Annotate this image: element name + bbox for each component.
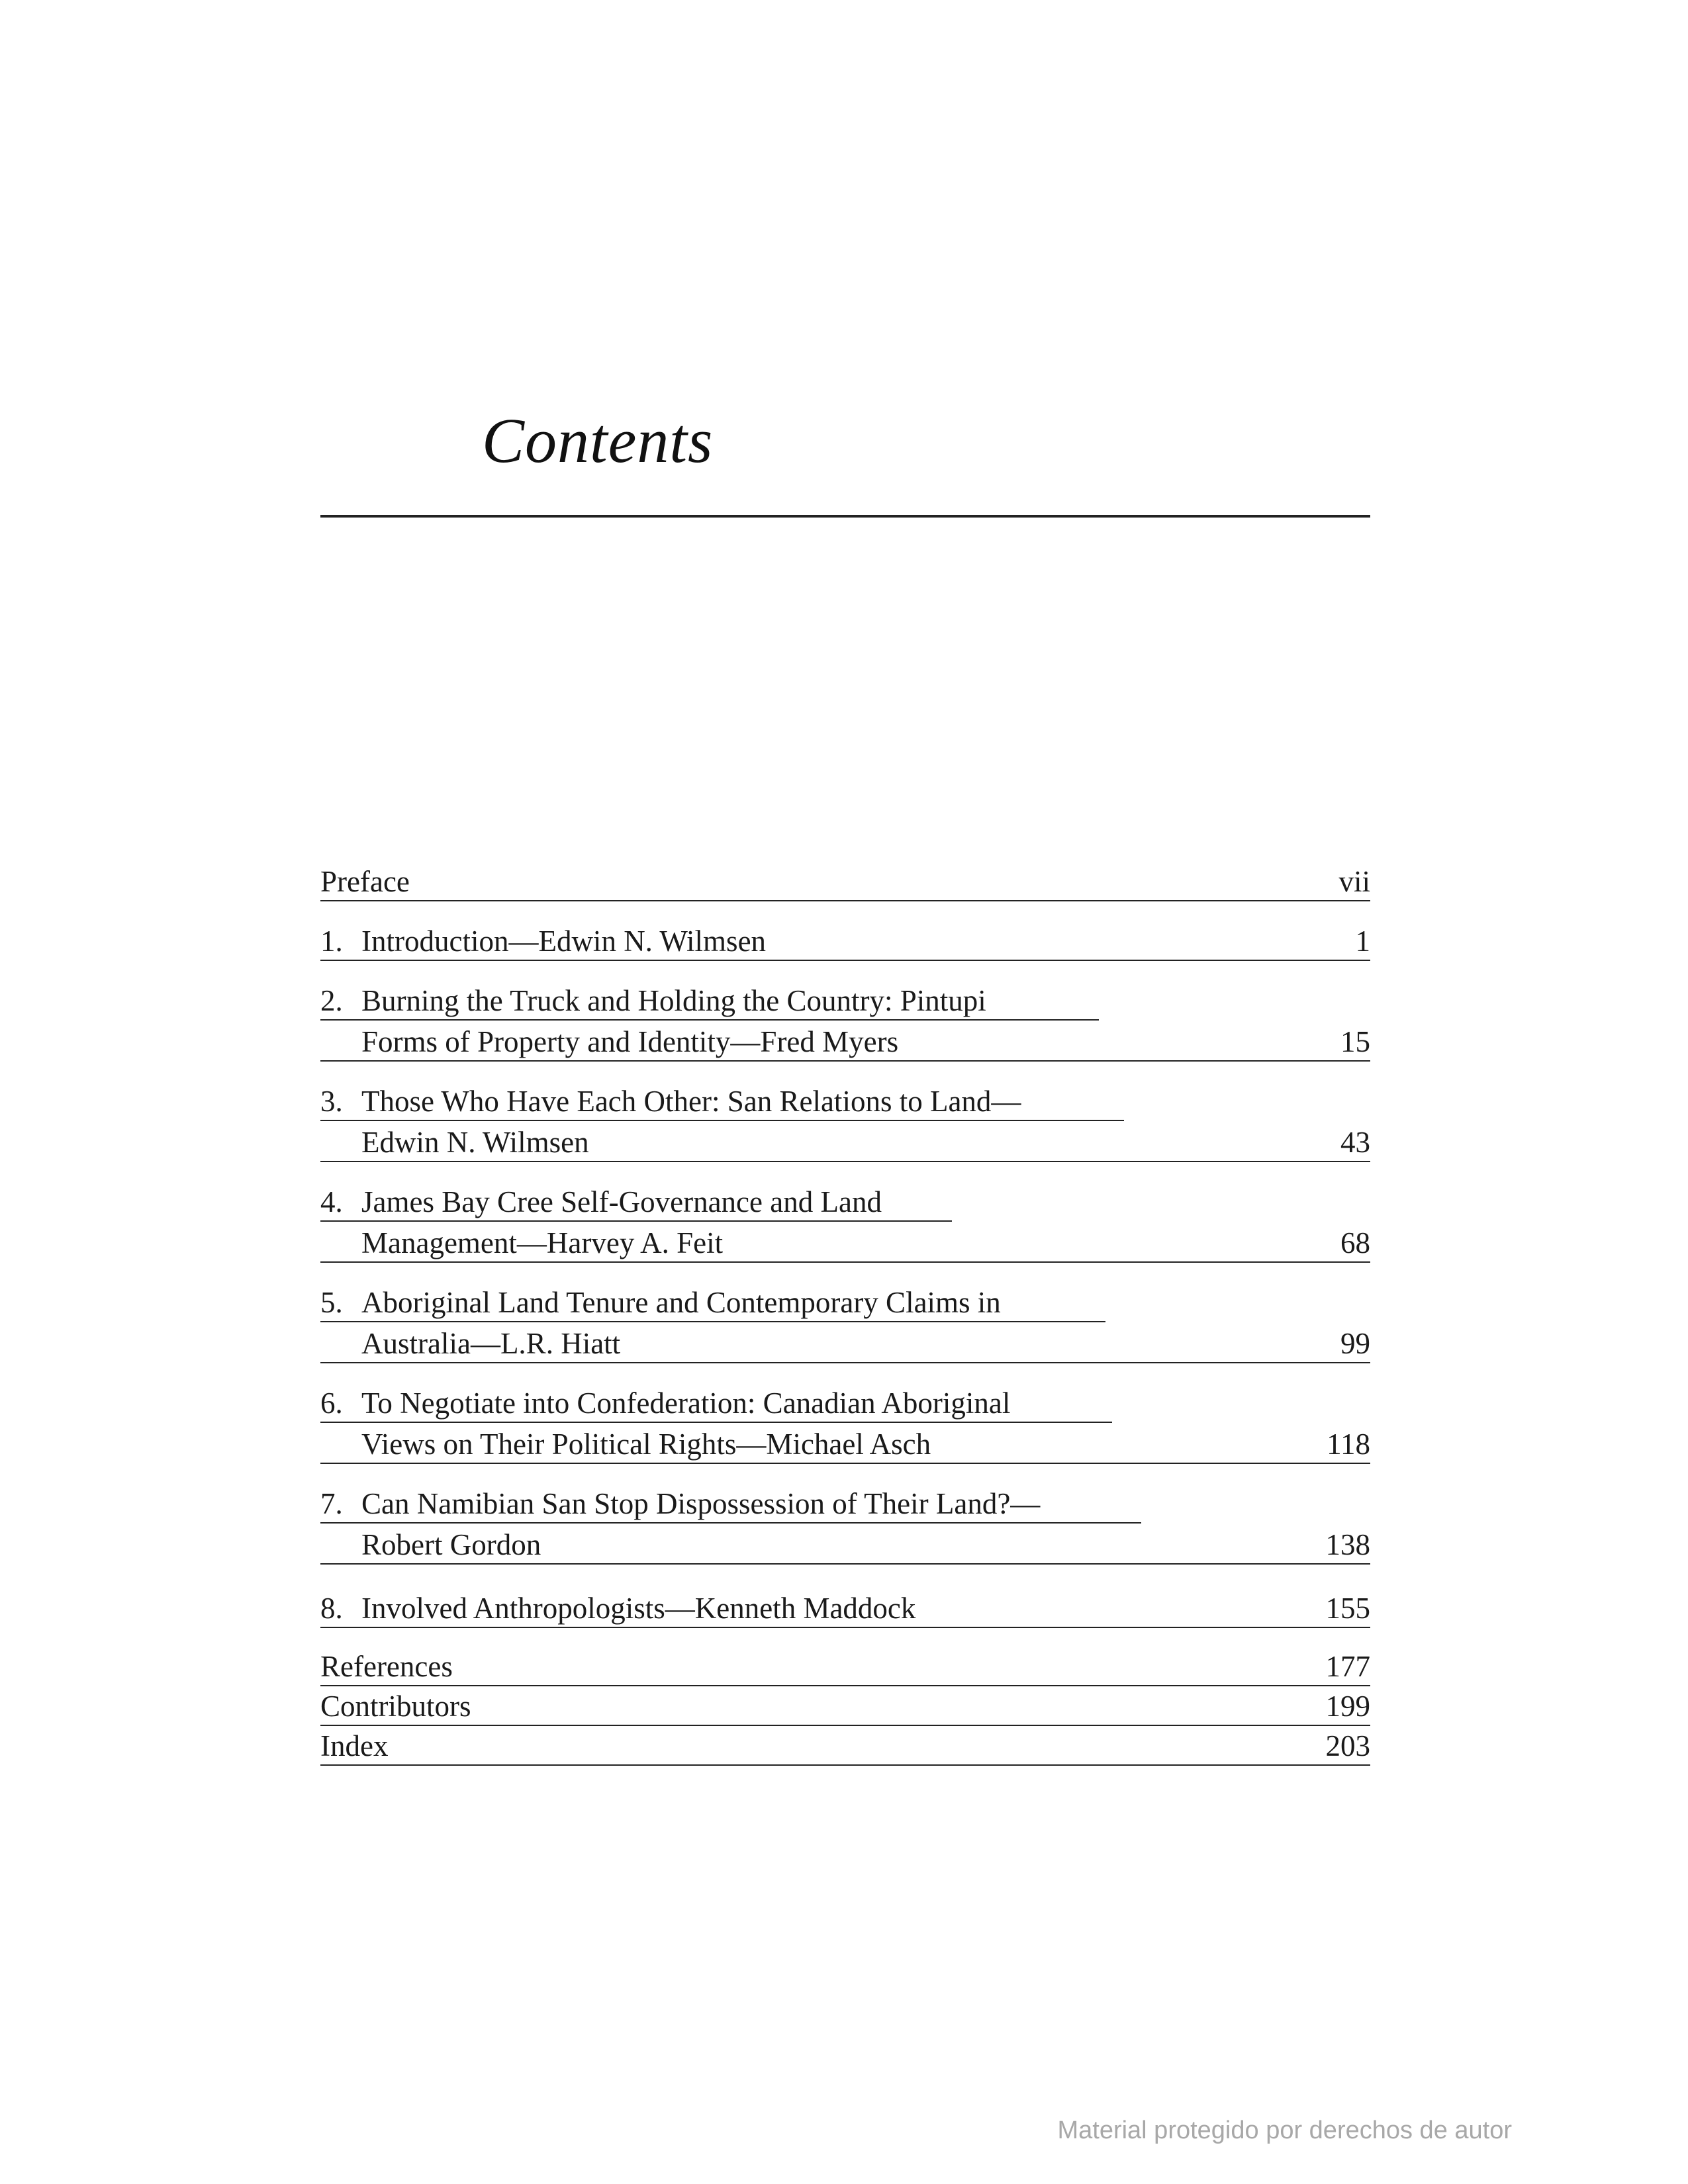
toc-entry-underline bbox=[320, 1522, 1141, 1524]
toc-entry-number: 1. bbox=[320, 925, 343, 958]
toc-entry-underline bbox=[320, 1019, 1099, 1021]
toc-entry-title-line: Index bbox=[320, 1729, 389, 1762]
toc-entry-title-line: Those Who Have Each Other: San Relations to Land— bbox=[361, 1085, 1021, 1118]
toc-entry-title-line: Edwin N. Wilmsen bbox=[361, 1126, 589, 1159]
toc-entry-underline bbox=[320, 1321, 1105, 1322]
toc-entry-page-number: 15 bbox=[1340, 1025, 1370, 1058]
toc-entry-underline bbox=[320, 1060, 1370, 1062]
toc-entry-underline bbox=[320, 1725, 1370, 1726]
toc-entry-underline bbox=[320, 1220, 952, 1222]
toc-entry-number: 7. bbox=[320, 1487, 343, 1520]
toc-entry-page-number: 199 bbox=[1325, 1690, 1370, 1723]
toc-entry-title-line: Aboriginal Land Tenure and Contemporary Claims in bbox=[361, 1286, 1001, 1319]
toc-entry-number: 2. bbox=[320, 984, 343, 1017]
toc-entry-underline bbox=[320, 1161, 1370, 1162]
toc-entry-page-number: 155 bbox=[1325, 1592, 1370, 1625]
toc-entry-title-line: Burning the Truck and Holding the Country: Pintupi bbox=[361, 984, 986, 1017]
toc-entry-number: 3. bbox=[320, 1085, 343, 1118]
toc-entry-title-line: James Bay Cree Self-Governance and Land bbox=[361, 1185, 882, 1218]
toc-entry-title-line: References bbox=[320, 1650, 453, 1683]
toc-entry-title-line: To Negotiate into Confederation: Canadian Aboriginal bbox=[361, 1387, 1011, 1420]
toc-entry-underline bbox=[320, 1261, 1370, 1263]
toc-entry-underline bbox=[320, 900, 1370, 901]
toc-entry-number: 6. bbox=[320, 1387, 343, 1420]
toc-entry-page-number: vii bbox=[1338, 865, 1370, 898]
toc-entry-title-line: Can Namibian San Stop Dispossession of Their Land?— bbox=[361, 1487, 1041, 1520]
toc-entry-page-number: 43 bbox=[1340, 1126, 1370, 1159]
toc-entry-title-line: Views on Their Political Rights—Michael Asch bbox=[361, 1428, 931, 1461]
toc-entry-underline bbox=[320, 1422, 1112, 1423]
toc-entry-page-number: 118 bbox=[1327, 1428, 1370, 1461]
toc-entry-underline bbox=[320, 1764, 1370, 1766]
page-title: Contents bbox=[482, 405, 714, 476]
toc-entry-number: 8. bbox=[320, 1592, 343, 1625]
toc-entry-number: 4. bbox=[320, 1185, 343, 1218]
toc-entry-underline bbox=[320, 960, 1370, 961]
toc-entry-title-line: Introduction—Edwin N. Wilmsen bbox=[361, 925, 767, 958]
toc-entry-title-line: Forms of Property and Identity—Fred Myers bbox=[361, 1025, 899, 1058]
toc-entry-title-line: Australia—L.R. Hiatt bbox=[361, 1327, 621, 1360]
toc-entry-title-line: Preface bbox=[320, 865, 410, 898]
toc-entry-page-number: 177 bbox=[1325, 1650, 1370, 1683]
toc-entry-underline bbox=[320, 1120, 1124, 1121]
toc-entry-underline bbox=[320, 1685, 1370, 1686]
toc-entry-title-line: Involved Anthropologists—Kenneth Maddock bbox=[361, 1592, 916, 1625]
toc-entry-page-number: 138 bbox=[1325, 1528, 1370, 1561]
toc-entry-title-line: Robert Gordon bbox=[361, 1528, 541, 1561]
toc-entry-page-number: 68 bbox=[1340, 1226, 1370, 1259]
toc-entry-title-line: Contributors bbox=[320, 1690, 471, 1723]
toc-entry-page-number: 203 bbox=[1325, 1729, 1370, 1762]
title-rule bbox=[320, 515, 1370, 518]
toc-entry-underline bbox=[320, 1362, 1370, 1363]
toc-entry-underline bbox=[320, 1463, 1370, 1464]
toc-entry-number: 5. bbox=[320, 1286, 343, 1319]
toc-entry-underline bbox=[320, 1563, 1370, 1565]
toc-entry-title-line: Management—Harvey A. Feit bbox=[361, 1226, 724, 1259]
toc-entry-page-number: 99 bbox=[1340, 1327, 1370, 1360]
copyright-watermark: Material protegido por derechos de autor bbox=[1057, 2116, 1512, 2144]
toc-entry-page-number: 1 bbox=[1355, 925, 1370, 958]
toc-entry-underline bbox=[320, 1627, 1370, 1628]
